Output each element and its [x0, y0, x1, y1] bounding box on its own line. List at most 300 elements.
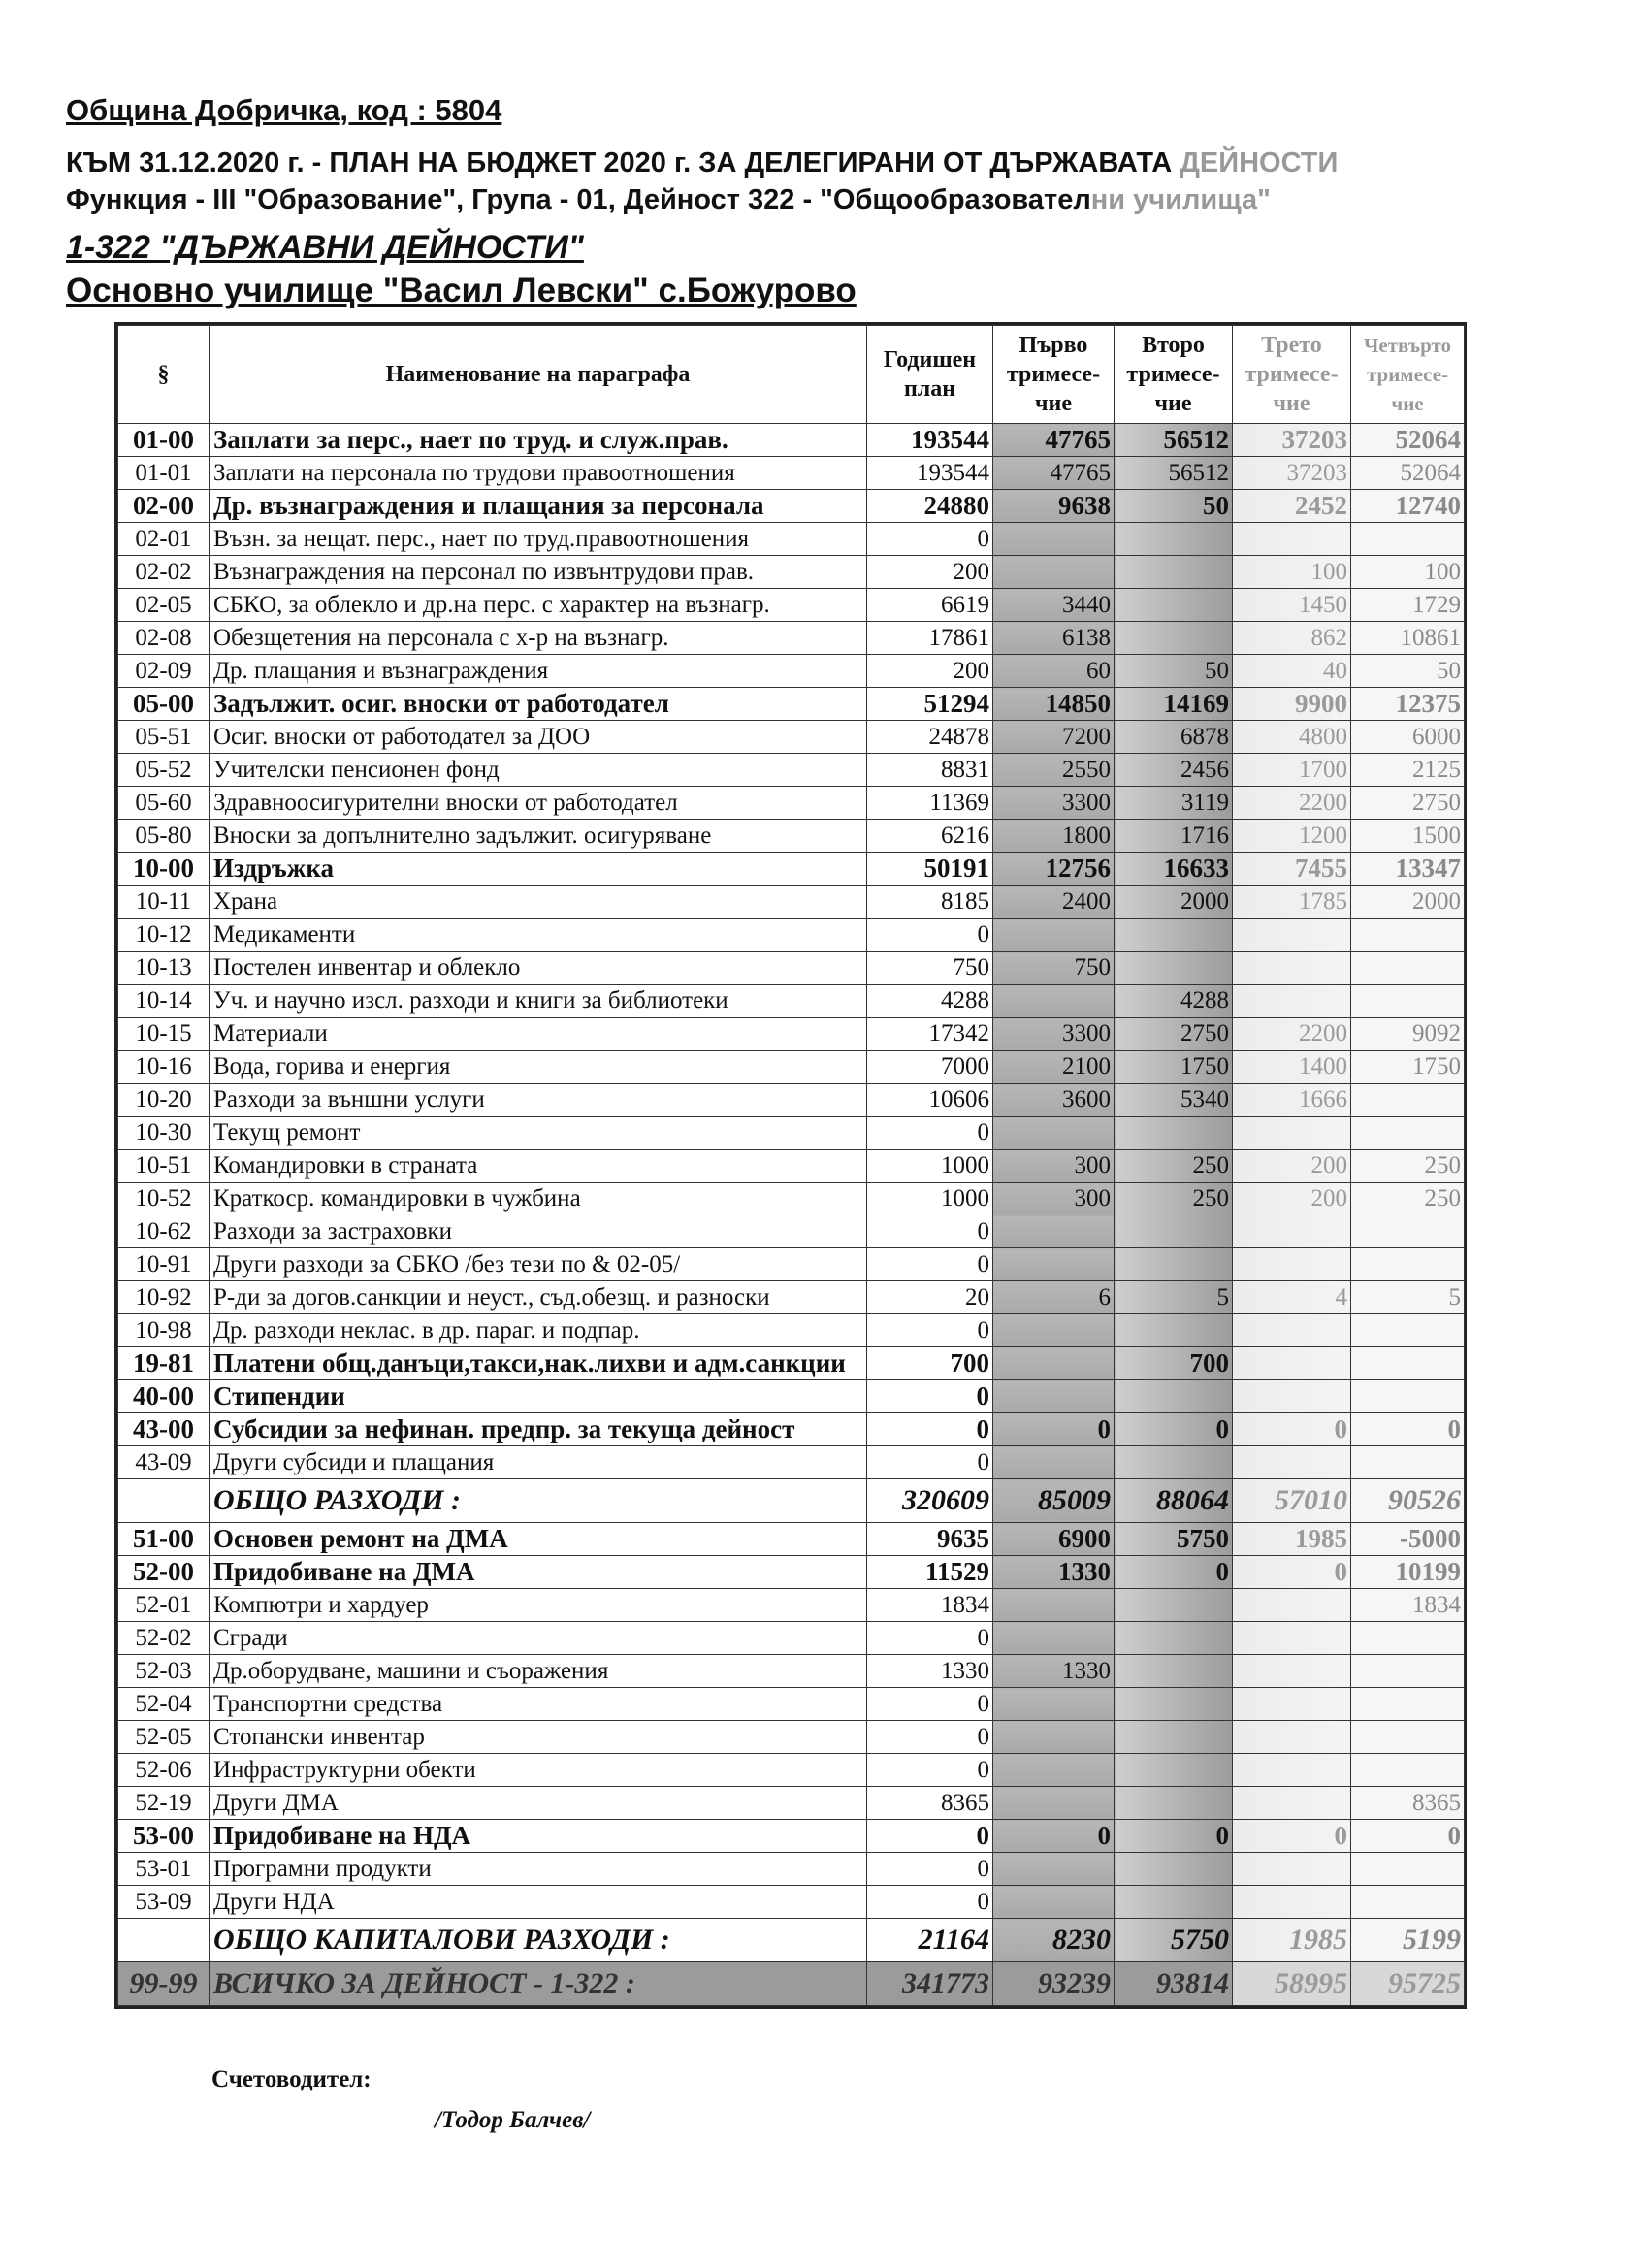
cell-q2: [1115, 589, 1233, 622]
cell-q3: [1233, 985, 1351, 1018]
table-row: [118, 1183, 1465, 1215]
cell-code: 05-52: [118, 754, 210, 787]
cell-q3: 2452: [1233, 490, 1351, 523]
cell-q1: 47765: [993, 457, 1115, 490]
cell-q3: [1233, 1589, 1351, 1622]
cell-annual: 24878: [867, 721, 993, 754]
cell-q2: 250: [1115, 1150, 1233, 1183]
cell-code: 40-00: [118, 1380, 210, 1413]
cell-name: Разходи за застраховки: [210, 1215, 867, 1248]
cell-q4: 1500: [1351, 820, 1465, 853]
cell-q2: 93814: [1115, 1962, 1233, 2006]
cell-annual: 1000: [867, 1183, 993, 1215]
cell-q3: [1233, 1215, 1351, 1248]
cell-code: 02-08: [118, 622, 210, 655]
cell-q1: [993, 1721, 1115, 1754]
table-row: [118, 1622, 1465, 1655]
cell-name: Транспортни средства: [210, 1688, 867, 1721]
activity-title: 1-322 "ДЪРЖАВНИ ДЕЙНОСТИ": [66, 229, 584, 266]
cell-q1: 85009: [993, 1479, 1115, 1523]
cell-code: 53-01: [118, 1853, 210, 1886]
cell-q4: -5000: [1351, 1523, 1465, 1556]
cell-q2: 50: [1115, 655, 1233, 688]
cell-annual: 9635: [867, 1523, 993, 1556]
table-row: [118, 1051, 1465, 1084]
cell-annual: 0: [867, 523, 993, 556]
cell-code: 52-02: [118, 1622, 210, 1655]
cell-code: 10-52: [118, 1183, 210, 1215]
cell-q1: 3300: [993, 1018, 1115, 1051]
cell-q3: 58995: [1233, 1962, 1351, 2006]
cell-q3: [1233, 1347, 1351, 1380]
cell-annual: 1834: [867, 1589, 993, 1622]
cell-code: 10-14: [118, 985, 210, 1018]
cell-q3: 100: [1233, 556, 1351, 589]
cell-q1: [993, 1347, 1115, 1380]
cell-annual: 193544: [867, 457, 993, 490]
cell-annual: 24880: [867, 490, 993, 523]
cell-q1: [993, 1117, 1115, 1150]
table-row: [118, 1215, 1465, 1248]
cell-annual: 0: [867, 1380, 993, 1413]
cell-code: 05-80: [118, 820, 210, 853]
cell-q2: [1115, 1314, 1233, 1347]
cell-name: Възнаграждения на персонал по извънтрудови прав.: [210, 556, 867, 589]
cell-code: 01-00: [118, 424, 210, 457]
cell-q4: [1351, 1314, 1465, 1347]
cell-q4: 13347: [1351, 853, 1465, 886]
cell-q4: 1729: [1351, 589, 1465, 622]
cell-annual: 17861: [867, 622, 993, 655]
cell-name: Материали: [210, 1018, 867, 1051]
cell-annual: 320609: [867, 1479, 993, 1523]
cell-annual: 0: [867, 1853, 993, 1886]
cell-q2: [1115, 1215, 1233, 1248]
cell-q1: [993, 1215, 1115, 1248]
cell-code: 51-00: [118, 1523, 210, 1556]
table-row: [118, 688, 1465, 721]
cell-q4: [1351, 1248, 1465, 1281]
cell-q1: [993, 1380, 1115, 1413]
cell-code: 10-16: [118, 1051, 210, 1084]
cell-annual: 6216: [867, 820, 993, 853]
cell-q2: [1115, 1589, 1233, 1622]
cell-q3: [1233, 1314, 1351, 1347]
table-row: [118, 853, 1465, 886]
cell-q2: 2000: [1115, 886, 1233, 919]
cell-q2: 5340: [1115, 1084, 1233, 1117]
cell-annual: 0: [867, 1622, 993, 1655]
cell-q3: [1233, 952, 1351, 985]
cell-name: Текущ ремонт: [210, 1117, 867, 1150]
cell-name: Програмни продукти: [210, 1853, 867, 1886]
cell-q2: 5750: [1115, 1919, 1233, 1962]
cell-code: 10-98: [118, 1314, 210, 1347]
cell-annual: 0: [867, 1413, 993, 1446]
cell-q3: [1233, 1117, 1351, 1150]
cell-code: 05-51: [118, 721, 210, 754]
cell-code: 10-11: [118, 886, 210, 919]
cell-code: 53-00: [118, 1820, 210, 1853]
cell-q2: 0: [1115, 1556, 1233, 1589]
cell-q3: 1200: [1233, 820, 1351, 853]
cell-q4: 2125: [1351, 754, 1465, 787]
cell-code: 05-60: [118, 787, 210, 820]
cell-q1: [993, 1688, 1115, 1721]
cell-q1: [993, 1622, 1115, 1655]
cell-q1: 2100: [993, 1051, 1115, 1084]
cell-name: Учителски пенсионен фонд: [210, 754, 867, 787]
cell-code: 53-09: [118, 1886, 210, 1919]
cell-q4: 10861: [1351, 622, 1465, 655]
cell-q4: 250: [1351, 1183, 1465, 1215]
cell-q4: [1351, 1886, 1465, 1919]
function-title-faded: ни училища": [1090, 184, 1271, 215]
cell-q2: 14169: [1115, 688, 1233, 721]
table-row: [118, 820, 1465, 853]
cell-annual: 8365: [867, 1787, 993, 1820]
cell-q1: [993, 1248, 1115, 1281]
cell-name: Краткоср. командировки в чужбина: [210, 1183, 867, 1215]
table-row: [118, 1820, 1465, 1853]
cell-code: 43-09: [118, 1446, 210, 1479]
cell-code: 02-05: [118, 589, 210, 622]
cell-name: Заплати за перс., нает по труд. и служ.прав.: [210, 424, 867, 457]
table-row: [118, 1556, 1465, 1589]
budget-table: [114, 322, 1467, 2009]
cell-q1: 6: [993, 1281, 1115, 1314]
cell-q1: [993, 1754, 1115, 1787]
header-q1: Първо тримесе-чие: [993, 326, 1115, 424]
cell-q4: [1351, 1347, 1465, 1380]
cell-q4: 250: [1351, 1150, 1465, 1183]
cell-code: 01-01: [118, 457, 210, 490]
cell-q2: [1115, 1248, 1233, 1281]
table-row: [118, 952, 1465, 985]
cell-q4: [1351, 919, 1465, 952]
cell-code: 99-99: [118, 1962, 210, 2006]
cell-q2: 2456: [1115, 754, 1233, 787]
cell-q2: [1115, 523, 1233, 556]
cell-name: Др.оборудване, машини и съоражения: [210, 1655, 867, 1688]
cell-q2: 1716: [1115, 820, 1233, 853]
cell-q1: 1330: [993, 1556, 1115, 1589]
table-row: [118, 1413, 1465, 1446]
cell-name: Др. възнаграждения и плащания за персонала: [210, 490, 867, 523]
cell-name: Компютри и хардуер: [210, 1589, 867, 1622]
cell-annual: 0: [867, 1820, 993, 1853]
cell-code: 02-02: [118, 556, 210, 589]
cell-q2: 700: [1115, 1347, 1233, 1380]
cell-q4: 12375: [1351, 688, 1465, 721]
cell-q1: 3300: [993, 787, 1115, 820]
accountant-label: Счетоводител:: [211, 2066, 372, 2092]
cell-name: Придобиване на ДМА: [210, 1556, 867, 1589]
cell-q2: [1115, 1117, 1233, 1150]
cell-q4: [1351, 1084, 1465, 1117]
table-row: [118, 1347, 1465, 1380]
cell-q2: [1115, 1380, 1233, 1413]
cell-name: Стопански инвентар: [210, 1721, 867, 1754]
cell-q1: [993, 1787, 1115, 1820]
cell-name: Медикаменти: [210, 919, 867, 952]
cell-q4: [1351, 1380, 1465, 1413]
table-row: [118, 1446, 1465, 1479]
cell-q4: 9092: [1351, 1018, 1465, 1051]
cell-annual: 51294: [867, 688, 993, 721]
cell-q2: 5: [1115, 1281, 1233, 1314]
function-title: [66, 184, 1271, 216]
cell-q4: 6000: [1351, 721, 1465, 754]
cell-q4: [1351, 1655, 1465, 1688]
cell-q1: [993, 523, 1115, 556]
table-row: [118, 754, 1465, 787]
header-q4: Четвърто тримесе-чие: [1351, 326, 1465, 424]
cell-q1: 47765: [993, 424, 1115, 457]
cell-q1: [993, 1314, 1115, 1347]
cell-annual: 200: [867, 556, 993, 589]
cell-q2: [1115, 1688, 1233, 1721]
cell-q1: [993, 919, 1115, 952]
header-code: §: [118, 326, 210, 424]
cell-name: Други разходи за СБКО /без тези по & 02-05/: [210, 1248, 867, 1281]
cell-annual: 7000: [867, 1051, 993, 1084]
header-name: Наименование на параграфа: [210, 326, 867, 424]
cell-code: 10-12: [118, 919, 210, 952]
cell-name: Платени общ.данъци,такси,нак.лихви и адм.санкции: [210, 1347, 867, 1380]
table-row: [118, 721, 1465, 754]
cell-name: Командировки в страната: [210, 1150, 867, 1183]
cell-annual: 341773: [867, 1962, 993, 2006]
table-row: [118, 1150, 1465, 1183]
cell-name: Стипендии: [210, 1380, 867, 1413]
cell-q3: 4800: [1233, 721, 1351, 754]
cell-q4: 90526: [1351, 1479, 1465, 1523]
cell-q1: 300: [993, 1150, 1115, 1183]
cell-q2: 88064: [1115, 1479, 1233, 1523]
cell-q1: 3600: [993, 1084, 1115, 1117]
cell-annual: 50191: [867, 853, 993, 886]
cell-q1: 0: [993, 1413, 1115, 1446]
cell-name: Р-ди за догов.санкции и неуст., съд.обезщ. и разноски: [210, 1281, 867, 1314]
cell-q3: [1233, 1787, 1351, 1820]
header-q2: Второ тримесе-чие: [1115, 326, 1233, 424]
cell-q2: [1115, 556, 1233, 589]
cell-name: ОБЩО КАПИТАЛОВИ РАЗХОДИ :: [210, 1919, 867, 1962]
cell-name: Задължит. осиг. вноски от работодател: [210, 688, 867, 721]
cell-q4: 1750: [1351, 1051, 1465, 1084]
cell-annual: 10606: [867, 1084, 993, 1117]
cell-q3: 2200: [1233, 787, 1351, 820]
cell-q3: [1233, 1721, 1351, 1754]
cell-annual: 0: [867, 1754, 993, 1787]
cell-q2: 6878: [1115, 721, 1233, 754]
cell-q1: 6138: [993, 622, 1115, 655]
cell-q4: [1351, 1721, 1465, 1754]
cell-name: Др. разходи неклас. в др. параг. и подпар.: [210, 1314, 867, 1347]
municipality-title: Община Добричка, код : 5804: [66, 93, 502, 127]
cell-annual: 0: [867, 1215, 993, 1248]
cell-q3: [1233, 1248, 1351, 1281]
cell-q2: 5750: [1115, 1523, 1233, 1556]
cell-q3: 0: [1233, 1820, 1351, 1853]
cell-q2: 16633: [1115, 853, 1233, 886]
accountant-name: /Тодор Балчев/: [435, 2107, 591, 2133]
cell-q1: 1330: [993, 1655, 1115, 1688]
table-row: [118, 1117, 1465, 1150]
table-row: [118, 787, 1465, 820]
cell-q2: 3119: [1115, 787, 1233, 820]
table-row: [118, 1018, 1465, 1051]
cell-q4: [1351, 952, 1465, 985]
table-row: [118, 1479, 1465, 1523]
cell-code: 10-00: [118, 853, 210, 886]
cell-q4: 0: [1351, 1413, 1465, 1446]
cell-q2: [1115, 1622, 1233, 1655]
cell-name: Инфраструктурни обекти: [210, 1754, 867, 1787]
plan-title: [66, 147, 1338, 179]
cell-name: Заплати на персонала по трудови правоотношения: [210, 457, 867, 490]
cell-q1: 8230: [993, 1919, 1115, 1962]
cell-q3: [1233, 919, 1351, 952]
cell-annual: 17342: [867, 1018, 993, 1051]
table-row: [118, 1523, 1465, 1556]
table-row: [118, 1248, 1465, 1281]
header-q3: Трето тримесе-чие: [1233, 326, 1351, 424]
cell-name: Придобиване на НДА: [210, 1820, 867, 1853]
function-title-main: Функция - III "Образование", Група - 01, Дейност 322 - "Общообразовател: [66, 184, 1091, 215]
cell-code: 10-91: [118, 1248, 210, 1281]
table-row: [118, 490, 1465, 523]
cell-annual: 0: [867, 1886, 993, 1919]
cell-q4: [1351, 1754, 1465, 1787]
plan-title-main: КЪМ 31.12.2020 г. - ПЛАН НА БЮДЖЕТ 2020 г. ЗА ДЕЛЕГИРАНИ ОТ ДЪРЖАВАТА: [66, 147, 1180, 178]
table-row: [118, 556, 1465, 589]
cell-annual: 0: [867, 1248, 993, 1281]
table-row: [118, 523, 1465, 556]
cell-q3: [1233, 1754, 1351, 1787]
cell-code: 10-20: [118, 1084, 210, 1117]
cell-annual: 193544: [867, 424, 993, 457]
cell-code: [118, 1479, 210, 1523]
cell-name: Др. плащания и възнаграждения: [210, 655, 867, 688]
table-row: [118, 919, 1465, 952]
cell-q4: 10199: [1351, 1556, 1465, 1589]
table-row: [118, 1962, 1465, 2006]
cell-q3: 1700: [1233, 754, 1351, 787]
cell-q4: 2000: [1351, 886, 1465, 919]
cell-q3: 7455: [1233, 853, 1351, 886]
cell-q4: [1351, 1853, 1465, 1886]
table-row: [118, 1688, 1465, 1721]
cell-q2: 0: [1115, 1413, 1233, 1446]
table-row: [118, 1787, 1465, 1820]
cell-code: 52-03: [118, 1655, 210, 1688]
cell-q3: 1985: [1233, 1919, 1351, 1962]
cell-q2: [1115, 1787, 1233, 1820]
cell-q4: 52064: [1351, 424, 1465, 457]
cell-name: Други НДА: [210, 1886, 867, 1919]
cell-q3: [1233, 1622, 1351, 1655]
cell-code: 52-06: [118, 1754, 210, 1787]
cell-q2: 4288: [1115, 985, 1233, 1018]
cell-q4: [1351, 985, 1465, 1018]
plan-title-faded: ДЕЙНОСТИ: [1180, 147, 1339, 178]
cell-q2: [1115, 952, 1233, 985]
cell-name: СБКО, за облекло и др.на перс. с характер на възнагр.: [210, 589, 867, 622]
cell-code: 10-51: [118, 1150, 210, 1183]
table-row: [118, 424, 1465, 457]
cell-name: Здравноосигурителни вноски от работодател: [210, 787, 867, 820]
table-row: [118, 589, 1465, 622]
cell-annual: 11529: [867, 1556, 993, 1589]
cell-q1: 300: [993, 1183, 1115, 1215]
cell-name: Възн. за нещат. перс., нает по труд.правоотношения: [210, 523, 867, 556]
cell-q3: [1233, 1886, 1351, 1919]
cell-code: 10-13: [118, 952, 210, 985]
cell-q4: [1351, 1215, 1465, 1248]
cell-code: 43-00: [118, 1413, 210, 1446]
cell-annual: 750: [867, 952, 993, 985]
cell-q1: 3440: [993, 589, 1115, 622]
cell-annual: 1330: [867, 1655, 993, 1688]
cell-q3: [1233, 1655, 1351, 1688]
table-row: [118, 1380, 1465, 1413]
cell-q1: 14850: [993, 688, 1115, 721]
cell-code: 52-04: [118, 1688, 210, 1721]
cell-q1: 2400: [993, 886, 1115, 919]
cell-q2: [1115, 1655, 1233, 1688]
table-row: [118, 655, 1465, 688]
cell-q3: 862: [1233, 622, 1351, 655]
cell-annual: 200: [867, 655, 993, 688]
cell-name: Други субсиди и плащания: [210, 1446, 867, 1479]
cell-q1: 1800: [993, 820, 1115, 853]
table-row: [118, 1754, 1465, 1787]
cell-name: Постелен инвентар и облекло: [210, 952, 867, 985]
cell-q4: [1351, 1446, 1465, 1479]
cell-code: 10-92: [118, 1281, 210, 1314]
cell-q4: 50: [1351, 655, 1465, 688]
cell-annual: 6619: [867, 589, 993, 622]
table-row: [118, 1919, 1465, 1962]
table-row: [118, 622, 1465, 655]
cell-annual: 20: [867, 1281, 993, 1314]
cell-q2: [1115, 1886, 1233, 1919]
cell-name: Основен ремонт на ДМА: [210, 1523, 867, 1556]
cell-name: Вноски за допълнително задължит. осигуряване: [210, 820, 867, 853]
cell-q4: 1834: [1351, 1589, 1465, 1622]
cell-q1: 6900: [993, 1523, 1115, 1556]
cell-q2: 50: [1115, 490, 1233, 523]
cell-name: ВСИЧКО ЗА ДЕЙНОСТ - 1-322 :: [210, 1962, 867, 2006]
cell-q4: [1351, 1622, 1465, 1655]
cell-q4: 12740: [1351, 490, 1465, 523]
cell-q1: [993, 1589, 1115, 1622]
header-annual: Годишен план: [867, 326, 993, 424]
cell-q4: 52064: [1351, 457, 1465, 490]
cell-code: [118, 1919, 210, 1962]
table-row: [118, 1853, 1465, 1886]
cell-name: Разходи за външни услуги: [210, 1084, 867, 1117]
cell-q3: 1400: [1233, 1051, 1351, 1084]
cell-q3: 1666: [1233, 1084, 1351, 1117]
cell-name: Вода, горива и енергия: [210, 1051, 867, 1084]
cell-q3: 4: [1233, 1281, 1351, 1314]
cell-annual: 0: [867, 1688, 993, 1721]
table-row: [118, 1281, 1465, 1314]
cell-code: 10-30: [118, 1117, 210, 1150]
